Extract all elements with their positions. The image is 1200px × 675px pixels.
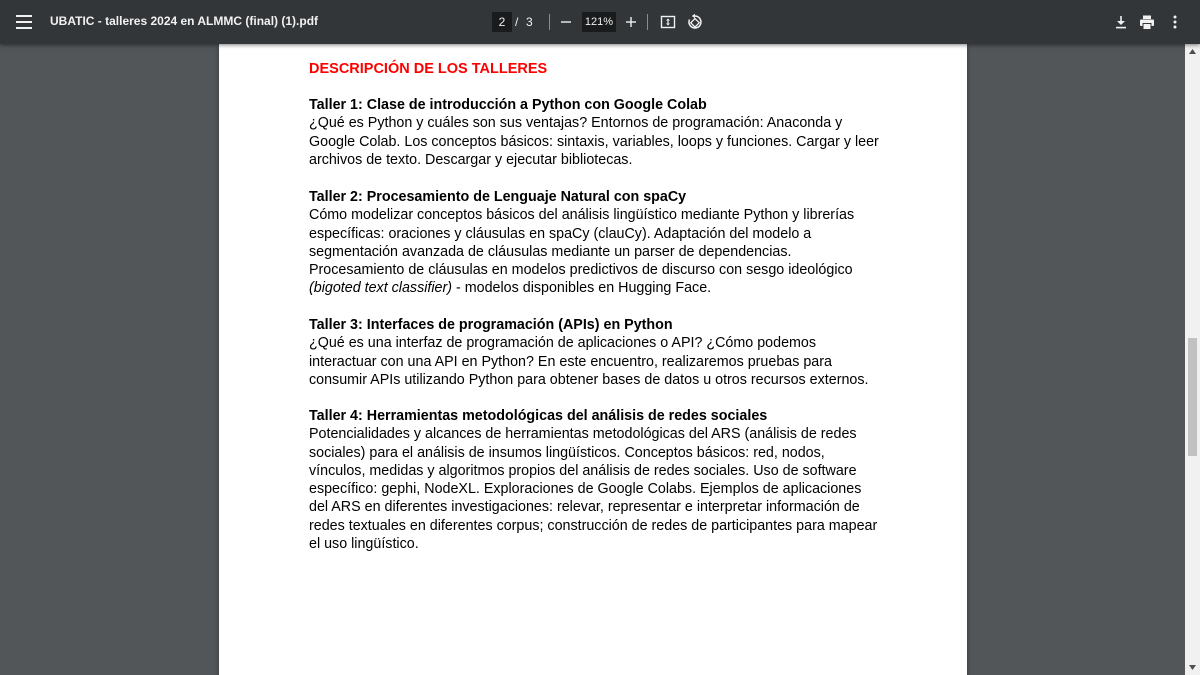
page-number-input[interactable]: [492, 12, 512, 32]
document-title: UBATIC - talleres 2024 en ALMMC (final) (1).pdf: [50, 14, 319, 28]
workshop-description: ¿Qué es Python y cuáles son sus ventajas? Entornos de programación: Anaconda y Google Colab. Los conceptos básicos: sintaxis, variables, loops y funciones. Cargar y leer archivos de texto. Descargar y ejecutar bibliotecas.: [309, 115, 879, 168]
scroll-up-icon[interactable]: [1185, 44, 1200, 59]
workshop-1: [309, 96, 884, 169]
page-total: 3: [526, 15, 533, 29]
description-text: - modelos disponibles en Hugging Face.: [452, 280, 712, 297]
scroll-down-icon[interactable]: [1185, 660, 1200, 675]
download-icon[interactable]: [1110, 11, 1132, 33]
vertical-scrollbar[interactable]: [1185, 44, 1200, 675]
pdf-toolbar: [0, 0, 1200, 44]
scrollbar-thumb[interactable]: [1188, 338, 1197, 456]
workshop-description: [309, 206, 884, 297]
workshop-2: [309, 188, 884, 298]
pdf-page: [219, 44, 967, 675]
workshop-title: Taller 4: Herramientas metodológicas del análisis de redes sociales: [309, 408, 768, 424]
more-vert-icon[interactable]: [1164, 11, 1186, 33]
zoom-out-icon[interactable]: [556, 12, 576, 32]
workshop-description: Potencialidades y alcances de herramientas metodológicas del ARS (análisis de redes sociales) para el análisis de insumos lingüísticos. Conceptos básicos: red, nodos, vínculos, medidas y algoritmos propios del análisis de redes sociales. Uso de software específico: gephi, NodeXL. Exploraciones de Google Colabs. Ejemplos de aplicaciones del ARS en diferentes investigaciones: relevar, representar e interpretar información de redes textuales en diferentes corpus; construcción de redes de participantes para mapear el uso lingüístico.: [309, 426, 878, 553]
fit-page-icon[interactable]: [658, 12, 678, 32]
workshop-title: Taller 2: Procesamiento de Lenguaje Natural con spaCy: [309, 189, 687, 205]
workshop-4: [309, 407, 884, 553]
workshop-title: Taller 3: Interfaces de programación (APIs) en Python: [309, 317, 673, 333]
workshop-3: [309, 316, 884, 389]
section-heading: DESCRIPCIÓN DE LOS TALLERES: [309, 61, 548, 77]
pdf-viewer[interactable]: [0, 44, 1185, 675]
toolbar-divider: [549, 14, 550, 30]
rotate-icon[interactable]: [684, 11, 706, 33]
menu-icon[interactable]: [10, 8, 38, 36]
page-separator: /: [515, 15, 519, 29]
workshop-title: Taller 1: Clase de introducción a Python con Google Colab: [309, 97, 707, 113]
description-italic: (bigoted text classifier): [309, 280, 453, 297]
toolbar-divider: [647, 14, 648, 30]
print-icon[interactable]: [1136, 11, 1158, 33]
workshop-description: ¿Qué es una interfaz de programación de aplicaciones o API? ¿Cómo podemos interactuar con una API en Python? En este encuentro, realizaremos pruebas para consumir APIs utilizando Python para obtener bases de datos u otros recursos externos.: [309, 335, 869, 388]
zoom-in-icon[interactable]: [621, 12, 641, 32]
zoom-level-input[interactable]: 121%: [582, 12, 616, 32]
description-text: Cómo modelizar conceptos básicos del análisis lingüístico mediante Python y librerías específicas: oraciones y cláusulas en spaCy (clauCy). Adaptación del modelo a segmentación avanzada de cláusulas mediante un parser de dependencias. Procesamiento de cláusulas en modelos predictivos de discurso con sesgo ideológico: [309, 207, 855, 279]
